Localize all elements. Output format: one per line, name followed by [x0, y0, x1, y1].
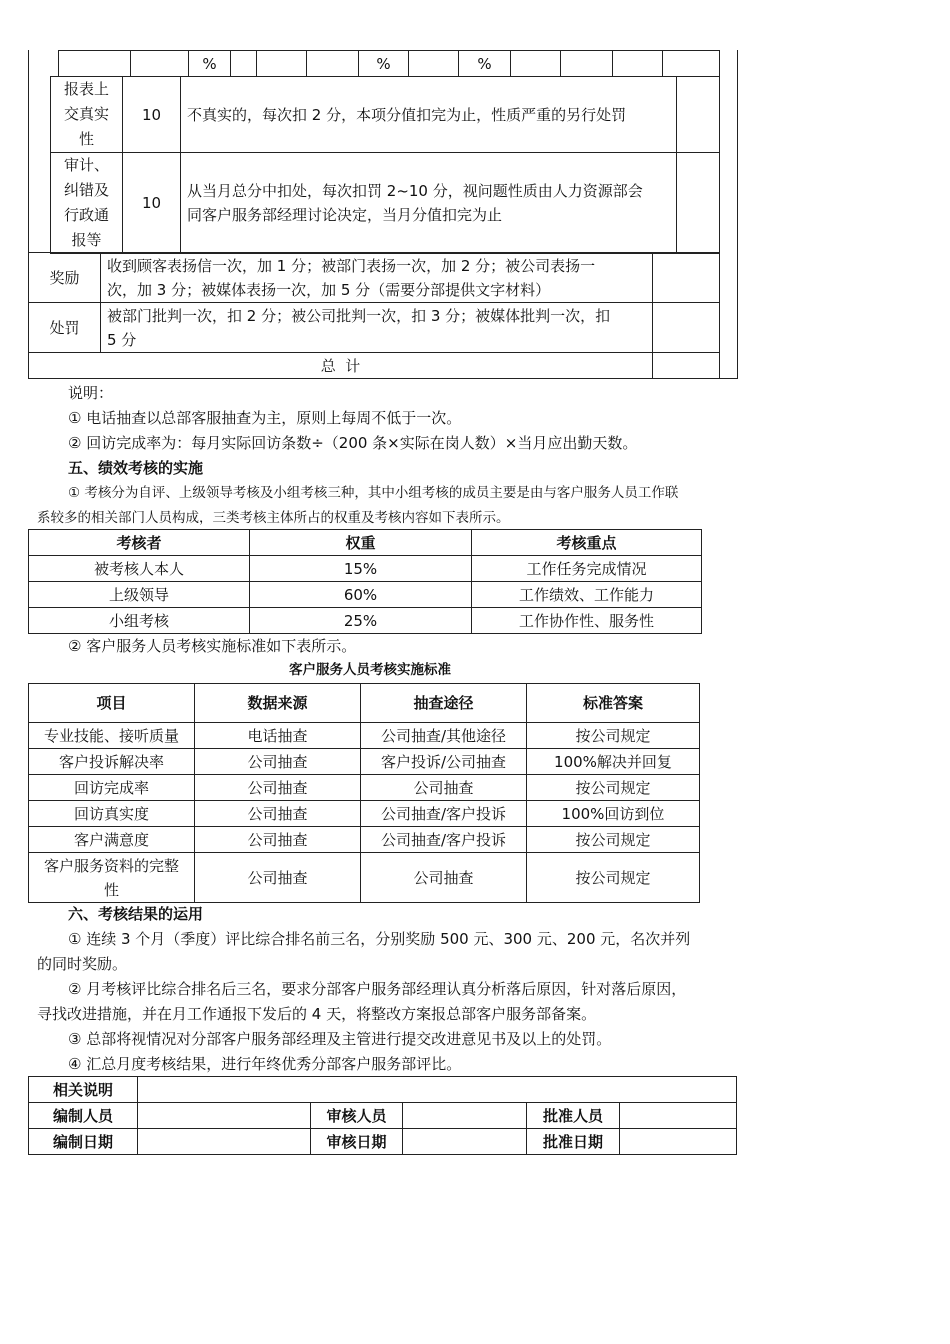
review-date-label: 审核日期: [311, 1129, 403, 1155]
table-cell: 客户投诉/公司抽查: [361, 749, 527, 775]
pct-cell: [511, 51, 561, 77]
table-cell: 客户投诉解决率: [29, 749, 195, 775]
approve-date-label: 批准日期: [527, 1129, 620, 1155]
paragraph-line: 的同时奖励。: [37, 955, 128, 973]
paragraph-line: ① 连续 3 个月（季度）评比综合排名前三名，分别奖励 500 元、300 元、200 元，名次并列: [68, 930, 691, 948]
table-cell: 公司抽查: [195, 775, 361, 801]
pct-cell: %: [359, 51, 409, 77]
blank-cell: [677, 77, 720, 153]
table-cell: [29, 853, 195, 903]
pct-cell: %: [189, 51, 231, 77]
col-header: 项目: [29, 684, 195, 723]
related-notes-label: 相关说明: [29, 1077, 138, 1103]
table-cell: 25%: [250, 608, 472, 634]
pct-cell: [613, 51, 663, 77]
col-header: 权重: [250, 530, 472, 556]
table-cell: 被考核人本人: [29, 556, 250, 582]
pct-cell: [561, 51, 613, 77]
table-cell: 公司抽查: [361, 853, 527, 903]
table-cell: 公司抽查: [361, 775, 527, 801]
table-cell: 公司抽查/客户投诉: [361, 827, 527, 853]
reward-line: 次，加 3 分；被媒体表扬一次，加 5 分（需要分部提供文字材料）: [107, 280, 551, 299]
table-cell: 公司抽查/其他途径: [361, 723, 527, 749]
desc-line: 从当月总分中扣处，每次扣罚 2~10 分，视问题性质由人力资源部会: [187, 182, 643, 200]
table-cell: 按公司规定: [527, 853, 700, 903]
table-cell: 专业技能、接听质量: [29, 723, 195, 749]
table-cell: 公司抽查: [195, 749, 361, 775]
approver-value: [620, 1103, 737, 1129]
reward-desc: [101, 253, 653, 303]
col-header: 标准答案: [527, 684, 700, 723]
table-cell: 按公司规定: [527, 775, 700, 801]
item-cell: 审计、纠错及行政通报等: [51, 153, 123, 254]
table-cell: 按公司规定: [527, 827, 700, 853]
desc-cell: [181, 153, 677, 254]
paragraph-line: ① 考核分为自评、上级领导考核及小组考核三种，其中小组考核的成员主要是由与客户服务人员工作联: [68, 485, 679, 501]
standard-table: [28, 683, 700, 903]
paragraph-line: ② 客户服务人员考核实施标准如下表所示。: [68, 637, 357, 655]
reward-penalty-table: [28, 252, 720, 379]
percent-row-table: [58, 50, 720, 77]
col-header: 抽查途径: [361, 684, 527, 723]
editor-value: [138, 1103, 311, 1129]
cell-line: 性: [103, 880, 119, 899]
pct-cell: [663, 51, 720, 77]
total-value: [653, 353, 720, 379]
paragraph-line: ③ 总部将视情况对分部客户服务部经理及主管进行提交改进意见书及以上的处罚。: [68, 1030, 612, 1048]
total-label: 总 计: [29, 353, 653, 379]
pct-cell: [307, 51, 359, 77]
table-cell: 100%解决并回复: [527, 749, 700, 775]
reviewer-label: 审核人员: [311, 1103, 403, 1129]
table-cell: 回访完成率: [29, 775, 195, 801]
score-cell: 10: [123, 153, 181, 254]
paragraph-line: ② 月考核评比综合排名后三名，要求分部客户服务部经理认真分析落后原因，针对落后原因，: [68, 980, 687, 998]
note-item: ① 电话抽查以总部客服抽查为主，原则上每周不低于一次。: [68, 409, 462, 427]
pct-cell: [59, 51, 131, 77]
related-notes-value: [138, 1077, 737, 1103]
reward-line: 收到顾客表扬信一次，加 1 分；被部门表扬一次，加 2 分；被公司表扬一: [107, 256, 596, 275]
table-cell: 回访真实度: [29, 801, 195, 827]
desc-line: 同客户服务部经理讨论决定，当月分值扣完为止: [187, 206, 503, 224]
penalty-label: 处罚: [29, 303, 101, 353]
score-cell: 10: [123, 77, 181, 153]
table-cell: 按公司规定: [527, 723, 700, 749]
reward-label: 奖励: [29, 253, 101, 303]
pct-cell: [231, 51, 257, 77]
table-cell: 15%: [250, 556, 472, 582]
item-cell: 报表上交真实性: [51, 77, 123, 153]
penalty-desc: [101, 303, 653, 353]
review-date-value: [403, 1129, 527, 1155]
section-title: 六、考核结果的运用: [68, 905, 204, 923]
table-cell: 公司抽查: [195, 853, 361, 903]
table-cell: 工作协作性、服务性: [472, 608, 702, 634]
table-cell: 客户满意度: [29, 827, 195, 853]
pct-cell: [409, 51, 459, 77]
col-header: 考核重点: [472, 530, 702, 556]
cell-line: 客户服务资料的完整: [43, 856, 179, 875]
table-cell: 上级领导: [29, 582, 250, 608]
edit-date-label: 编制日期: [29, 1129, 138, 1155]
penalty-line: 被部门批判一次，扣 2 分；被公司批判一次，扣 3 分；被媒体批判一次，扣: [107, 306, 611, 325]
table-cell: 公司抽查: [195, 801, 361, 827]
paragraph-line: 寻找改进措施，并在月工作通报下发后的 4 天，将整改方案报总部客户服务部备案。: [37, 1005, 597, 1023]
reviewer-value: [403, 1103, 527, 1129]
approve-date-value: [620, 1129, 737, 1155]
approver-label: 批准人员: [527, 1103, 620, 1129]
signoff-table: [28, 1076, 737, 1155]
blank-cell: [653, 253, 720, 303]
note-item: ② 回访完成率为：每月实际回访条数÷（200 条×实际在岗人数）×当月应出勤天数。: [68, 434, 638, 452]
pct-cell: [257, 51, 307, 77]
table-cell: 100%回访到位: [527, 801, 700, 827]
blank-cell: [653, 303, 720, 353]
col-header: 考核者: [29, 530, 250, 556]
col-header: 数据来源: [195, 684, 361, 723]
table-cell: 60%: [250, 582, 472, 608]
table-cell: 公司抽查/客户投诉: [361, 801, 527, 827]
pct-cell: %: [459, 51, 511, 77]
score-items-table: [50, 76, 720, 254]
table-cell: 工作绩效、工作能力: [472, 582, 702, 608]
table-cell: 电话抽查: [195, 723, 361, 749]
edit-date-value: [138, 1129, 311, 1155]
table-title: 客户服务人员考核实施标准: [289, 662, 451, 678]
paragraph-line: ④ 汇总月度考核结果，进行年终优秀分部客户服务部评比。: [68, 1055, 462, 1073]
desc-cell: 不真实的，每次扣 2 分，本项分值扣完为止，性质严重的另行处罚: [181, 77, 677, 153]
blank-cell: [677, 153, 720, 254]
table-cell: 小组考核: [29, 608, 250, 634]
editor-label: 编制人员: [29, 1103, 138, 1129]
weight-table: [28, 529, 702, 634]
penalty-line: 5 分: [107, 330, 137, 349]
table-cell: 公司抽查: [195, 827, 361, 853]
section-title: 五、绩效考核的实施: [68, 459, 204, 477]
table-cell: 工作任务完成情况: [472, 556, 702, 582]
paragraph-line: 系较多的相关部门人员构成，三类考核主体所占的权重及考核内容如下表所示。: [37, 510, 510, 526]
notes-heading: 说明：: [68, 384, 114, 402]
pct-cell: [131, 51, 189, 77]
